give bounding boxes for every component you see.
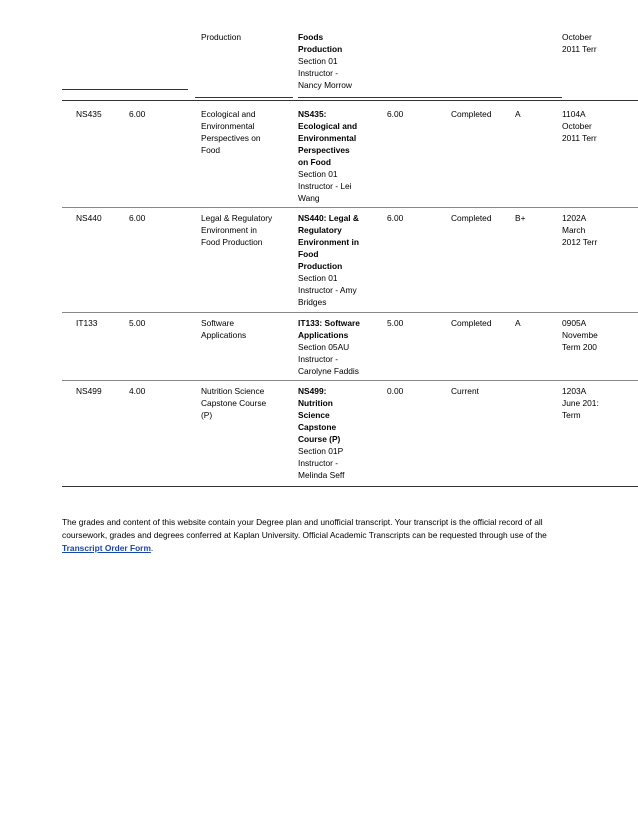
title-line: (P) — [201, 410, 213, 420]
term-line: Novembe — [562, 330, 598, 340]
section-info — [298, 31, 352, 91]
section-line: Food — [298, 249, 319, 259]
section-line: Nutrition — [298, 398, 333, 408]
title-line: Applications — [201, 330, 247, 340]
section-line: Carolyne Faddis — [298, 366, 359, 376]
credits-earned: 0.00 — [387, 386, 404, 396]
section-line: Environmental — [298, 133, 357, 143]
section-line: Nancy Morrow — [298, 80, 352, 90]
term-info — [562, 108, 597, 144]
section-line: Wang — [298, 193, 320, 203]
term-info — [562, 385, 599, 421]
section-line: Perspectives — [298, 145, 350, 155]
term-line: 2011 Terr — [562, 133, 597, 143]
section-info — [298, 212, 359, 308]
row-divider — [298, 97, 562, 98]
term-line: 1104A — [562, 109, 586, 119]
term-line: 0905A — [562, 318, 587, 328]
table-bottom-rule — [62, 486, 638, 487]
grade: A — [515, 109, 521, 119]
term-info — [562, 317, 598, 353]
term-line: 1203A — [562, 386, 587, 396]
title-line: Capstone Course — [201, 398, 267, 408]
course-code: NS435 — [76, 109, 102, 119]
section-line: Applications — [298, 330, 349, 340]
course-code: NS499 — [76, 386, 102, 396]
section-line: Section 01 — [298, 273, 338, 283]
course-code: IT133 — [76, 318, 98, 328]
status: Completed — [451, 318, 492, 328]
section-line: on Food — [298, 157, 332, 167]
section-info — [298, 108, 357, 204]
grade: B+ — [515, 213, 526, 223]
term-info — [562, 212, 597, 248]
section-line: Instructor - — [298, 458, 339, 468]
row-divider — [62, 207, 638, 208]
section-line: Regulatory — [298, 225, 342, 235]
credits-earned: 5.00 — [387, 318, 404, 328]
term-line: October — [562, 121, 592, 131]
section-line: Section 01 — [298, 169, 338, 179]
title-line: Environmental — [201, 121, 255, 131]
section-line: NS435: — [298, 109, 327, 119]
section-line: Course (P) — [298, 434, 341, 444]
row-divider — [62, 89, 188, 90]
row-divider — [62, 312, 638, 313]
section-info — [298, 317, 360, 377]
course-title — [201, 317, 246, 341]
title-line: Nutrition Science — [201, 386, 265, 396]
section-line: Ecological and — [298, 121, 358, 131]
credits-attempted: 6.00 — [129, 213, 146, 223]
course-title — [201, 385, 266, 421]
section-line: Instructor - Lei — [298, 181, 352, 191]
term-line: 1202A — [562, 213, 587, 223]
section-line: IT133: Software — [298, 318, 360, 328]
title-line: Software — [201, 318, 235, 328]
title-line: Legal & Regulatory — [201, 213, 273, 223]
status: Completed — [451, 213, 492, 223]
term-info — [562, 31, 597, 55]
title-line: Perspectives on — [201, 133, 261, 143]
status: Completed — [451, 109, 492, 119]
section-line: Foods — [298, 32, 324, 42]
section-line: Instructor - Amy — [298, 285, 357, 295]
row-divider — [62, 380, 638, 381]
grade: A — [515, 318, 521, 328]
term-line: March — [562, 225, 586, 235]
section-line: Science — [298, 410, 330, 420]
row-divider — [62, 100, 638, 101]
credits-earned: 6.00 — [387, 109, 404, 119]
section-line: NS440: Legal & — [298, 213, 359, 223]
transcript-note — [62, 516, 562, 555]
section-info — [298, 385, 344, 481]
course-title — [201, 108, 261, 156]
credits-earned: 6.00 — [387, 213, 404, 223]
course-code: NS440 — [76, 213, 102, 223]
section-line: Bridges — [298, 297, 327, 307]
section-line: Production — [298, 261, 343, 271]
credits-attempted: 5.00 — [129, 318, 146, 328]
note-end: . — [150, 543, 154, 553]
transcript-order-form-link[interactable]: Transcript Order Form — [62, 543, 151, 553]
term-line: October — [562, 32, 592, 42]
section-line: Production — [298, 44, 343, 54]
title-line: Environment in — [201, 225, 257, 235]
section-line: Section 05AU — [298, 342, 350, 352]
section-line: NS499: — [298, 386, 327, 396]
course-title — [201, 212, 272, 248]
title-line: Ecological and — [201, 109, 256, 119]
section-line: Capstone — [298, 422, 337, 432]
section-line: Section 01 — [298, 56, 338, 66]
status: Current — [451, 386, 479, 396]
section-line: Instructor - — [298, 354, 339, 364]
row-divider — [195, 97, 293, 98]
title-line: Food Production — [201, 237, 263, 247]
term-line: June 201: — [562, 398, 599, 408]
credits-attempted: 6.00 — [129, 109, 146, 119]
term-line: 2012 Terr — [562, 237, 598, 247]
section-line: Section 01P — [298, 446, 344, 456]
credits-attempted: 4.00 — [129, 386, 146, 396]
term-line: 2011 Terr — [562, 44, 597, 54]
section-line: Melinda Seff — [298, 470, 345, 480]
section-line: Environment in — [298, 237, 359, 247]
course-title: Production — [201, 32, 242, 42]
section-line: Instructor - — [298, 68, 339, 78]
term-line: Term — [562, 410, 581, 420]
note-text: The grades and content of this website contain your Degree plan and unofficial transcript. Your transcript is the official record of all coursework, grades and degrees conferred at Kaplan University. Official Academic Transcripts can be requested through use of the — [62, 517, 547, 540]
term-line: Term 200 — [562, 342, 597, 352]
title-line: Food — [201, 145, 221, 155]
